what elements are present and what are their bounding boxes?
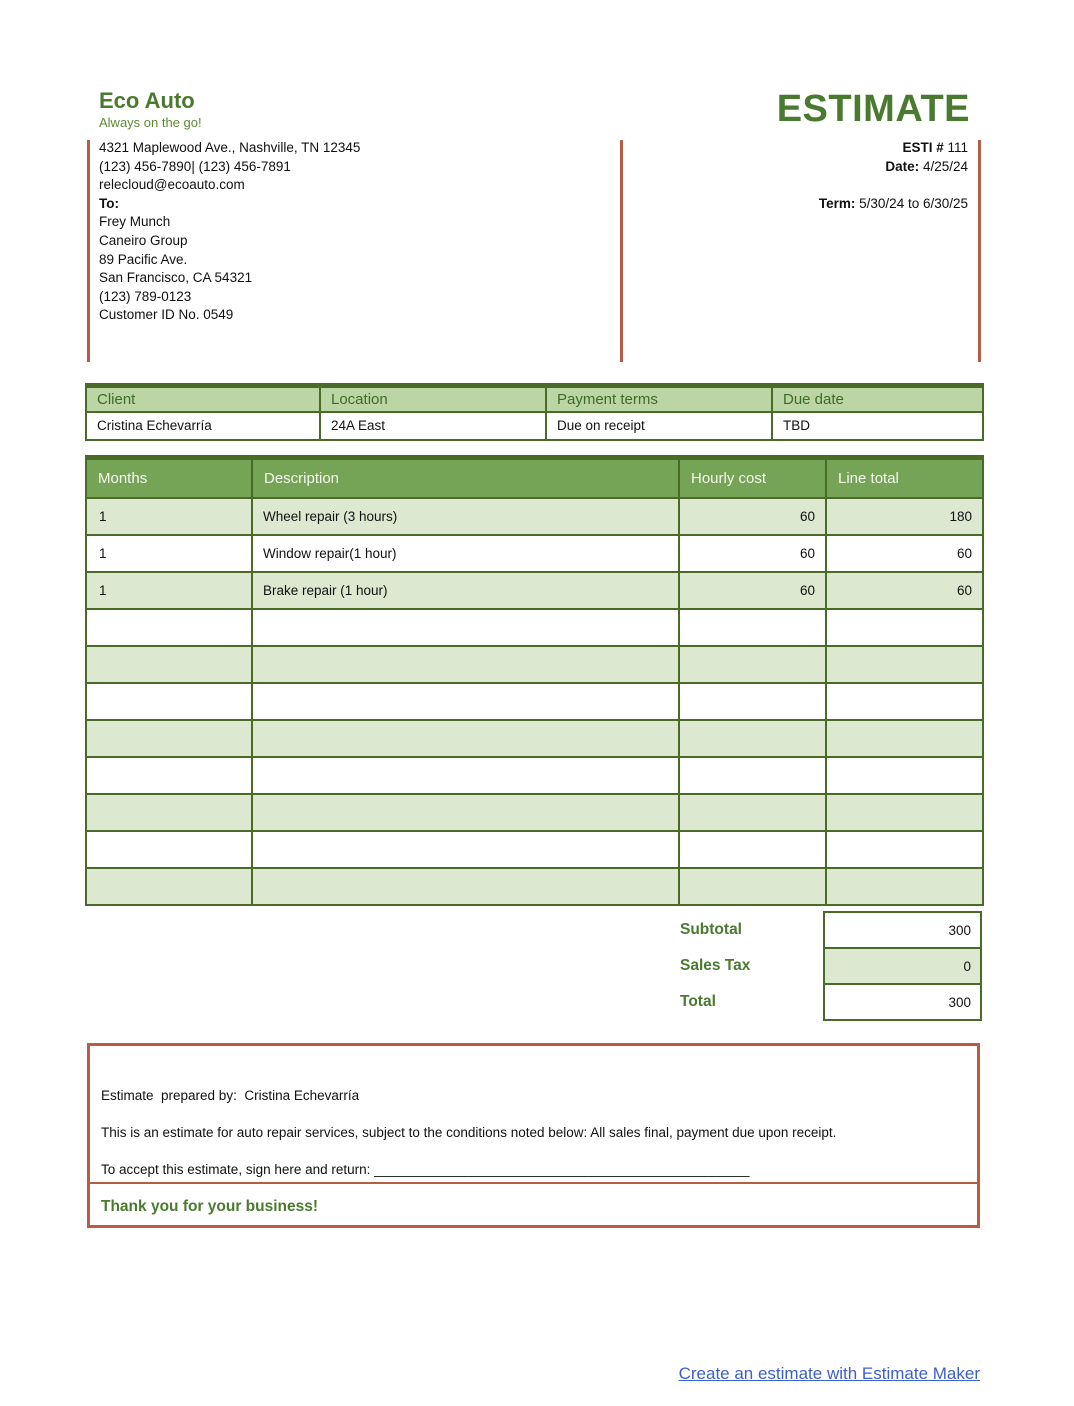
footer-box [87,1043,980,1228]
table-row [86,646,983,683]
due-date-header: Due date [772,386,983,412]
client-name-cell: Cristina Echevarría [86,412,320,440]
estimate-date: Date: 4/25/24 [885,158,968,174]
prepared-by-line: Estimate prepared by: Cristina Echevarría [101,1088,360,1103]
recipient-org: Caneiro Group [99,232,188,248]
company-name: Eco Auto [99,88,195,113]
recipient-phone: (123) 789-0123 [99,288,192,304]
thank-you-message: Thank you for your business! [90,1182,977,1216]
recipient-customer-id: Customer ID No. 0549 [99,307,234,323]
table-row [86,794,983,831]
sales-tax-label: Sales Tax [680,957,751,974]
left-accent-rule [87,140,90,362]
company-address: 4321 Maplewood Ave., Nashville, TN 12345 [99,140,361,155]
items-header-row [86,458,983,498]
estimate-number: ESTI # 111 [902,140,968,155]
table-row [86,683,983,720]
table-row: 1 Brake repair (1 hour) 60 60 [86,572,983,609]
subtotal-label: Subtotal [680,921,742,938]
location-header: Location [320,386,546,412]
company-email: relecloud@ecoauto.com [99,177,245,193]
months-header: Months [86,458,252,498]
estimate-term: Term: 5/30/24 to 6/30/25 [818,195,968,211]
payment-terms-cell: Due on receipt [546,412,772,440]
company-tagline: Always on the go! [99,115,202,130]
payment-terms-header: Payment terms [546,386,772,412]
table-row: 1 Window repair(1 hour) 60 60 [86,535,983,572]
company-and-recipient-block [99,139,360,325]
sales-tax-value: 0 [823,947,982,985]
recipient-street: 89 Pacific Ave. [99,251,188,267]
client-table-header-row [86,386,983,412]
recipient-city: San Francisco, CA 54321 [99,270,253,286]
total-label: Total [680,993,716,1010]
line-total-header: Line total [826,458,983,498]
table-row [86,720,983,757]
table-row [86,757,983,794]
table-row: 1 Wheel repair (3 hours) 60 180 [86,498,983,535]
document-title: ESTIMATE [776,88,970,130]
client-table [85,383,984,441]
total-value: 300 [823,983,982,1021]
recipient-label: To: [99,195,119,211]
description-header: Description [252,458,679,498]
hourly-cost-header: Hourly cost [679,458,826,498]
company-phones: (123) 456-7890| (123) 456-7891 [99,158,291,174]
table-row [86,831,983,868]
spacer [630,176,968,195]
conditions-line: This is an estimate for auto repair services, subject to the conditions noted below: All sales final, payment due upon receipt. [101,1125,837,1140]
location-cell: 24A East [320,412,546,440]
signature-blank: __________________________________________________ [374,1162,750,1177]
table-row [86,609,983,646]
estimate-maker-link[interactable]: Create an estimate with Estimate Maker [678,1364,980,1383]
client-table-value-row [86,412,983,440]
subtotal-value: 300 [823,911,982,949]
footer-main-section [90,1046,977,1182]
signature-line: To accept this estimate, sign here and return: __________________________________________________ [101,1162,750,1177]
client-header: Client [86,386,320,412]
middle-accent-rule [620,140,623,362]
table-row [86,868,983,905]
estimate-meta-block [630,139,968,213]
right-accent-rule [978,140,981,362]
recipient-name: Frey Munch [99,214,171,230]
due-date-cell: TBD [772,412,983,440]
line-items-table [85,455,984,906]
